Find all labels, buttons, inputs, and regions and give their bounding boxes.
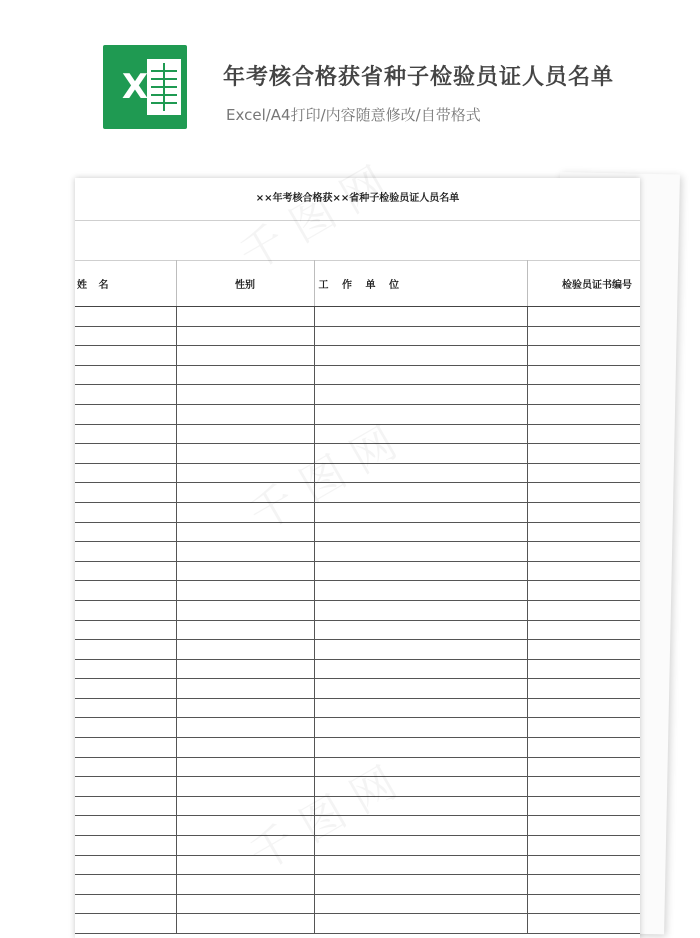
table-cell[interactable] (176, 542, 314, 562)
column-header-name: 姓 名 (75, 260, 176, 307)
table-row (75, 600, 640, 620)
table-cell[interactable] (527, 914, 640, 934)
table-cell[interactable] (527, 855, 640, 875)
table-row (75, 796, 640, 816)
table-cell[interactable] (176, 463, 314, 483)
table-row (75, 855, 640, 875)
table-cell[interactable] (75, 424, 176, 444)
spreadsheet-page (75, 178, 640, 938)
table-row (75, 463, 640, 483)
table-row (75, 561, 640, 581)
table-cell[interactable] (176, 444, 314, 464)
table-cell[interactable] (176, 385, 314, 405)
table-row (75, 424, 640, 444)
table-row (75, 875, 640, 895)
table-cell[interactable] (176, 561, 314, 581)
table-cell[interactable] (314, 522, 527, 542)
table-cell[interactable] (176, 679, 314, 699)
table-cell[interactable] (75, 522, 176, 542)
table-cell[interactable] (75, 561, 176, 581)
table-row (75, 698, 640, 718)
table-row (75, 640, 640, 660)
table-cell[interactable] (75, 444, 176, 464)
table-cell[interactable] (314, 542, 527, 562)
table-cell[interactable] (527, 502, 640, 522)
table-cell[interactable] (176, 404, 314, 424)
table-row (75, 581, 640, 601)
document-subtitle: Excel/A4打印/内容随意修改/自带格式 (226, 106, 481, 124)
table-cell[interactable] (314, 894, 527, 914)
table-cell[interactable] (176, 836, 314, 856)
table-cell[interactable] (75, 365, 176, 385)
table-cell[interactable] (75, 738, 176, 758)
table-cell[interactable] (314, 463, 527, 483)
roster-table (75, 260, 640, 934)
table-row (75, 404, 640, 424)
table-row (75, 522, 640, 542)
table-cell[interactable] (314, 424, 527, 444)
table-cell[interactable] (75, 836, 176, 856)
table-cell[interactable] (314, 326, 527, 346)
table-cell[interactable] (527, 404, 640, 424)
table-cell[interactable] (527, 698, 640, 718)
table-header-row (75, 260, 640, 307)
table-cell[interactable] (75, 600, 176, 620)
table-cell[interactable] (527, 777, 640, 797)
table-cell[interactable] (314, 307, 527, 327)
table-cell[interactable] (176, 346, 314, 366)
table-cell[interactable] (527, 463, 640, 483)
table-row (75, 502, 640, 522)
table-cell[interactable] (75, 620, 176, 640)
table-cell[interactable] (527, 444, 640, 464)
table-row (75, 777, 640, 797)
table-cell[interactable] (314, 816, 527, 836)
table-cell[interactable] (75, 404, 176, 424)
excel-logo-icon (103, 45, 187, 129)
sheet-title: ××年考核合格获××省种子检验员证人员名单 (255, 193, 460, 204)
table-cell[interactable] (314, 757, 527, 777)
table-cell[interactable] (527, 385, 640, 405)
table-cell[interactable] (75, 581, 176, 601)
table-cell[interactable] (527, 738, 640, 758)
table-cell[interactable] (176, 875, 314, 895)
table-cell[interactable] (314, 581, 527, 601)
table-row (75, 346, 640, 366)
table-cell[interactable] (314, 561, 527, 581)
table-cell[interactable] (176, 307, 314, 327)
table-cell[interactable] (314, 385, 527, 405)
table-cell[interactable] (75, 542, 176, 562)
table-cell[interactable] (176, 894, 314, 914)
table-cell[interactable] (176, 777, 314, 797)
table-cell[interactable] (75, 502, 176, 522)
table-cell[interactable] (75, 385, 176, 405)
column-header-certificate-number: 检验员证书编号 (527, 260, 640, 307)
table-cell[interactable] (75, 659, 176, 679)
table-cell[interactable] (314, 483, 527, 503)
table-cell[interactable] (75, 757, 176, 777)
table-cell[interactable] (527, 542, 640, 562)
table-row (75, 894, 640, 914)
table-cell[interactable] (527, 796, 640, 816)
table-cell[interactable] (527, 659, 640, 679)
table-cell[interactable] (176, 757, 314, 777)
table-cell[interactable] (527, 620, 640, 640)
table-cell[interactable] (75, 816, 176, 836)
table-cell[interactable] (176, 600, 314, 620)
table-cell[interactable] (314, 346, 527, 366)
table-cell[interactable] (314, 738, 527, 758)
table-cell[interactable] (176, 640, 314, 660)
table-cell[interactable] (527, 875, 640, 895)
table-row (75, 816, 640, 836)
table-cell[interactable] (176, 326, 314, 346)
gridline (75, 220, 640, 221)
table-row (75, 483, 640, 503)
table-cell[interactable] (176, 816, 314, 836)
table-cell[interactable] (176, 581, 314, 601)
table-cell[interactable] (314, 502, 527, 522)
table-row (75, 385, 640, 405)
table-cell[interactable] (314, 796, 527, 816)
table-cell[interactable] (75, 698, 176, 718)
table-row (75, 620, 640, 640)
table-cell[interactable] (176, 522, 314, 542)
table-cell[interactable] (176, 855, 314, 875)
table-row (75, 444, 640, 464)
table-cell[interactable] (176, 698, 314, 718)
table-row (75, 659, 640, 679)
table-cell[interactable] (314, 777, 527, 797)
table-cell[interactable] (176, 796, 314, 816)
table-cell[interactable] (75, 640, 176, 660)
table-body (75, 307, 640, 934)
table-cell[interactable] (314, 855, 527, 875)
table-cell[interactable] (75, 326, 176, 346)
table-cell[interactable] (176, 502, 314, 522)
table-cell[interactable] (314, 698, 527, 718)
table-cell[interactable] (75, 875, 176, 895)
table-cell[interactable] (176, 718, 314, 738)
table-cell[interactable] (527, 640, 640, 660)
table-cell[interactable] (527, 561, 640, 581)
table-row (75, 326, 640, 346)
table-row (75, 718, 640, 738)
table-cell[interactable] (314, 659, 527, 679)
table-cell[interactable] (75, 914, 176, 934)
table-cell[interactable] (176, 483, 314, 503)
table-row (75, 307, 640, 327)
table-cell[interactable] (314, 620, 527, 640)
table-cell[interactable] (75, 679, 176, 699)
table-cell[interactable] (75, 718, 176, 738)
table-cell[interactable] (527, 307, 640, 327)
table-cell[interactable] (176, 659, 314, 679)
table-cell[interactable] (527, 522, 640, 542)
table-cell[interactable] (75, 777, 176, 797)
table-cell[interactable] (314, 404, 527, 424)
table-row (75, 757, 640, 777)
table-cell[interactable] (75, 346, 176, 366)
table-cell[interactable] (314, 600, 527, 620)
table-cell[interactable] (527, 718, 640, 738)
excel-x-letter: X (121, 67, 149, 107)
table-cell[interactable] (314, 444, 527, 464)
table-cell[interactable] (75, 855, 176, 875)
table-row (75, 738, 640, 758)
table-row (75, 365, 640, 385)
table-cell[interactable] (176, 620, 314, 640)
document-title: 年考核合格获省种子检验员证人员名单 (223, 65, 615, 90)
table-cell[interactable] (75, 307, 176, 327)
table-cell[interactable] (527, 581, 640, 601)
column-header-gender: 性别 (176, 260, 314, 307)
table-row (75, 679, 640, 699)
table-cell[interactable] (527, 679, 640, 699)
table-cell[interactable] (176, 365, 314, 385)
table-cell[interactable] (75, 796, 176, 816)
table-cell[interactable] (176, 738, 314, 758)
table-cell[interactable] (527, 836, 640, 856)
table-cell[interactable] (75, 463, 176, 483)
table-cell[interactable] (314, 875, 527, 895)
table-cell[interactable] (527, 600, 640, 620)
table-cell[interactable] (314, 836, 527, 856)
table-cell[interactable] (527, 483, 640, 503)
table-cell[interactable] (176, 914, 314, 934)
table-cell[interactable] (527, 894, 640, 914)
table-cell[interactable] (75, 894, 176, 914)
table-cell[interactable] (527, 816, 640, 836)
table-cell[interactable] (527, 757, 640, 777)
table-cell[interactable] (527, 326, 640, 346)
table-cell[interactable] (527, 424, 640, 444)
table-cell[interactable] (314, 914, 527, 934)
table-cell[interactable] (527, 365, 640, 385)
table-row (75, 542, 640, 562)
table-cell[interactable] (176, 424, 314, 444)
table-cell[interactable] (314, 365, 527, 385)
table-cell[interactable] (314, 640, 527, 660)
table-row (75, 914, 640, 934)
table-row (75, 836, 640, 856)
table-cell[interactable] (75, 483, 176, 503)
table-cell[interactable] (314, 679, 527, 699)
column-header-work-unit: 工 作 单 位 (314, 260, 527, 307)
table-cell[interactable] (527, 346, 640, 366)
table-cell[interactable] (314, 718, 527, 738)
